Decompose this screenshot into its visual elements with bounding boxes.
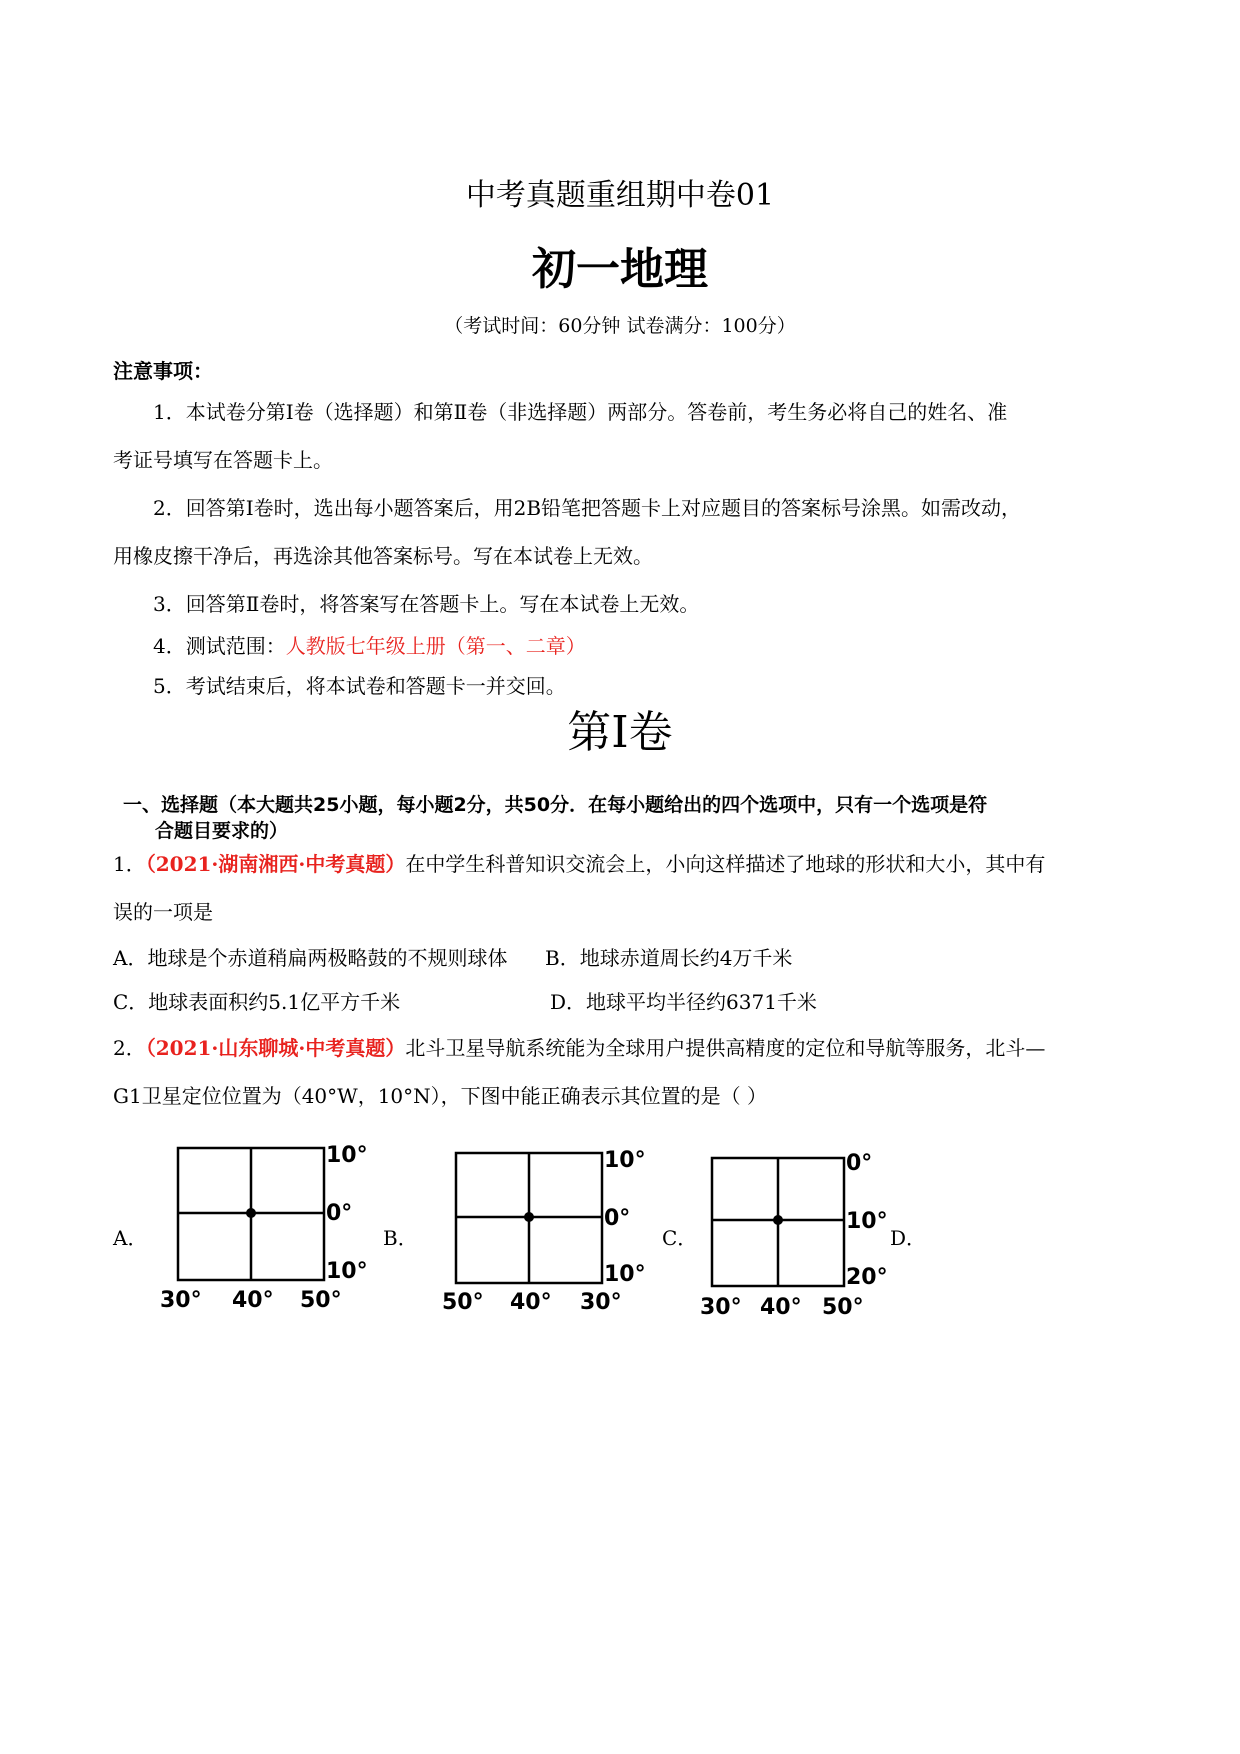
- notice-title: 注意事项：: [113, 359, 213, 383]
- question-1-option-b: B．地球赤道周长约4万千米: [545, 946, 793, 970]
- part-title: 第Ⅰ卷: [567, 707, 673, 758]
- grid-figure-b: [442, 1145, 648, 1320]
- exam-info: （考试时间：60分钟 试卷满分：100分）: [444, 315, 796, 337]
- exam-title: 中考真题重组期中卷01: [465, 178, 775, 213]
- subject-title: 初一地理: [532, 244, 708, 295]
- grid-c-lat-label-bottom: 20°: [846, 1265, 888, 1290]
- grid-a-lon-label-left: 30°: [160, 1288, 202, 1313]
- grid-a-lon-label-right: 50°: [300, 1288, 342, 1313]
- question-1-stem: 在中学生科普知识交流会上，小向这样描述了地球的形状和大小，其中有: [405, 852, 1046, 876]
- question-1-option-c: C．地球表面积约5.1亿平方千米: [113, 990, 401, 1014]
- grid-a-lon-label-mid: 40°: [232, 1288, 274, 1313]
- question-1-line-1: [113, 850, 1045, 878]
- question-1-line-2: 误的一项是: [113, 900, 213, 924]
- grid-c-lat-label-mid: 10°: [846, 1209, 888, 1234]
- question-1-option-d: D．地球平均半径约6371千米: [550, 990, 817, 1014]
- question-2-number: 2．: [113, 1036, 146, 1060]
- test-scope: 人教版七年级上册（第一、二章）: [285, 634, 586, 658]
- grid-a-lat-label-top: 10°: [326, 1143, 368, 1168]
- grid-figure-c: [700, 1150, 904, 1325]
- grid-b-lat-label-mid: 0°: [604, 1206, 631, 1231]
- grid-c-lon-label-right: 50°: [822, 1295, 864, 1320]
- question-1-number: 1．: [113, 852, 146, 876]
- grid-a-lat-label-bottom: 10°: [326, 1259, 368, 1284]
- question-2-option-d-label: D．: [890, 1226, 927, 1250]
- question-2-line-1: [113, 1034, 1045, 1062]
- grid-b-lon-label-right: 30°: [580, 1290, 622, 1315]
- grid-b-lon-label-mid: 40°: [510, 1290, 552, 1315]
- question-2-option-a-label: A．: [113, 1226, 148, 1250]
- notice-item-1-line-2: 考证号填写在答题卡上。: [113, 448, 333, 472]
- section-header-line-2: 合题目要求的）: [155, 820, 289, 842]
- notice-item-4: [153, 632, 586, 660]
- question-2-option-b-label: B．: [383, 1226, 418, 1250]
- grid-b-lon-label-left: 50°: [442, 1290, 484, 1315]
- notice-item-2-line-2: 用橡皮擦干净后，再选涂其他答案标号。写在本试卷上无效。: [113, 544, 653, 568]
- question-1-source: （2021·湖南湘西·中考真题）: [145, 852, 406, 876]
- notice-item-1-line-1: 1．本试卷分第Ⅰ卷（选择题）和第Ⅱ卷（非选择题）两部分。答卷前，考生务必将自己的姓名、准: [153, 400, 1008, 424]
- grid-c-lon-label-mid: 40°: [760, 1295, 802, 1320]
- question-2-option-c-label: C．: [662, 1226, 698, 1250]
- grid-b-lat-label-top: 10°: [604, 1148, 646, 1173]
- notice-item-5: 5．考试结束后，将本试卷和答题卡一并交回。: [153, 674, 566, 698]
- question-2-line-2: G1卫星定位位置为（40°W，10°N），下图中能正确表示其位置的是（ ）: [113, 1084, 768, 1108]
- notice-item-2-line-1: 2．回答第Ⅰ卷时，选出每小题答案后，用2B铅笔把答题卡上对应题目的答案标号涂黑。如需改动，: [153, 496, 1022, 520]
- grid-c-lat-label-top: 0°: [846, 1151, 873, 1176]
- notice-item-3: 3．回答第Ⅱ卷时，将答案写在答题卡上。写在本试卷上无效。: [153, 592, 700, 616]
- grid-b-lat-label-bottom: 10°: [604, 1262, 646, 1287]
- question-2-source: （2021·山东聊城·中考真题）: [145, 1036, 406, 1060]
- question-2-stem: 北斗卫星导航系统能为全球用户提供高精度的定位和导航等服务，北斗—: [405, 1036, 1046, 1060]
- grid-figure-a: [160, 1140, 370, 1315]
- section-header-line-1: 一、选择题（本大题共25小题，每小题2分，共50分．在每小题给出的四个选项中，只有一个选项是符: [123, 794, 988, 816]
- grid-c-lon-label-left: 30°: [700, 1295, 742, 1320]
- question-1-option-a: A．地球是个赤道稍扁两极略鼓的不规则球体: [113, 946, 508, 970]
- grid-a-lat-label-mid: 0°: [326, 1201, 353, 1226]
- notice-item-4-prefix: 4．测试范围：: [153, 634, 286, 658]
